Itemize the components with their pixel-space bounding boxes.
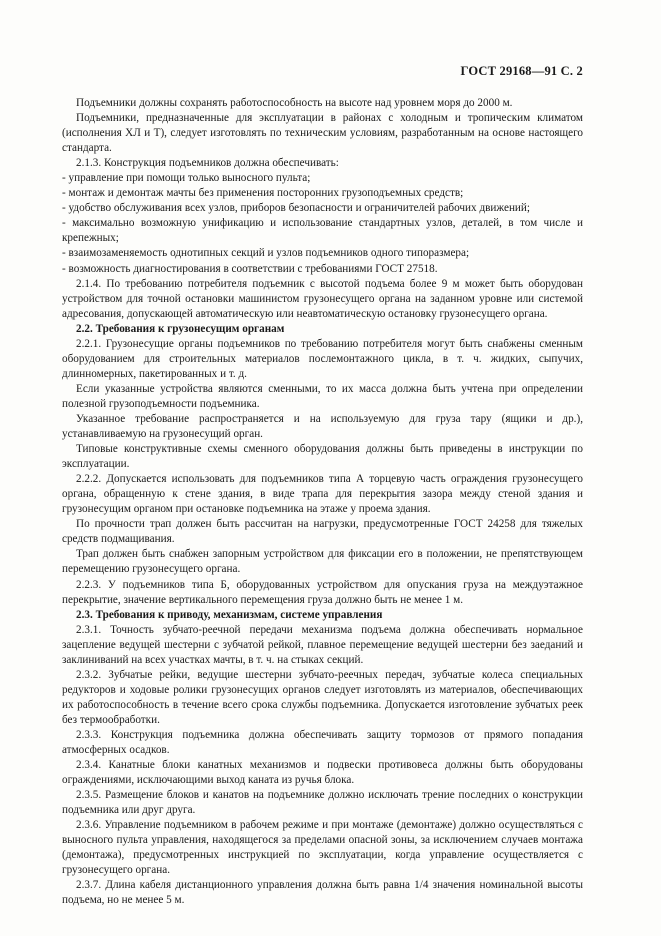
list-item: - удобство обслуживания всех узлов, приборов безопасности и ограничителей рабочих движений; — [62, 202, 531, 215]
section-heading: 2.2. Требования к грузонесущим органам — [76, 322, 285, 335]
paragraph: 2.3.7. Длина кабеля дистанционного управления должна быть равна 1/4 значения номинальной высоты подъема, но не менее 5 м. — [62, 879, 583, 907]
list-item: - управление при помощи только выносного пульта; — [62, 172, 311, 185]
paragraph: 2.3.2. Зубчатые рейки, ведущие шестерни зубчато-реечных передач, зубчатые колеса специальных редукторов и ходовые ролики грузонесущих органов следует изготовлять из материалов, обеспечивающих их работоспособность в течение всего срока службы подъемника. Допускается изготовление зубчатых реек без термообработки. — [62, 668, 583, 726]
paragraph: Указанное требование распространяется и на используемую для груза тару (ящики и др.), устанавливаемую на грузонесущий орган. — [62, 412, 583, 441]
paragraph: 2.3.1. Точность зубчато-реечной передачи механизма подъема должна обеспечивать нормальное зацепление ведущей шестерни с зубчатой рейкой, плавное перемещение ведущей шестерни без заеданий и заклиниваний на всех участках мачты, в т. ч. на стыках секций. — [62, 623, 583, 666]
list-item: - взаимозаменяемость однотипных секций и узлов подъемников одного типоразмера; — [62, 247, 470, 260]
paragraph: 2.3.4. Канатные блоки канатных механизмов и подвески противовеса должны быть оборудованы ограждениями, исключающими выход каната из ручья блока. — [62, 759, 583, 787]
list-item: - максимально возможную унификацию и использование стандартных узлов, деталей, в том числе и крепежных; — [62, 217, 583, 245]
paragraph: Если указанные устройства являются сменными, то их масса должна быть учтена при определении полезной грузоподъемности подъемника. — [62, 382, 583, 410]
section-heading: 2.3. Требования к приводу, механизмам, системе управления — [76, 608, 383, 621]
document-body — [62, 96, 583, 909]
paragraph: Подъемники должны сохранять работоспособность на высоте над уровнем моря до 2000 м. — [76, 97, 513, 109]
paragraph: 2.2.2. Допускается использовать для подъемников типа А торцевую часть ограждения грузонесущего органа, обращенную к стене здания, в виде трапа для перекрытия зазора между стеной здания и грузонесущим органом при остановке подъемника на этаже у проема здания. — [62, 473, 583, 516]
paragraph: 2.3.6. Управление подъемником в рабочем режиме и при монтаже (демонтаже) должно осуществляться с выносного пульта управления, находящегося за пределами опасной зоны, за исключением случаев монтажа (демонтажа), предусмотренных инструкцией по эксплуатации, когда управление осуществляется с грузонесущего органа. — [62, 819, 583, 877]
list-item: - монтаж и демонтаж мачты без применения посторонних грузоподъемных средств; — [62, 187, 464, 200]
paragraph: 2.2.3. У подъемников типа Б, оборудованных устройством для опускания груза на междуэтажное перекрытие, значение вертикального перемещения груза должно быть не менее 1 м. — [62, 578, 583, 606]
paragraph: Подъемники, предназначенные для эксплуатации в районах с холодным и тропическим климатом (исполнения ХЛ и Т), следует изготовлять по техническим условиям, разработанным на основе настоящего стандарта. — [62, 112, 583, 155]
list-item: - возможность диагностирования в соответствии с требованиями ГОСТ 27518. — [62, 262, 438, 275]
paragraph: Трап должен быть снабжен запорным устройством для фиксации его в положении, не препятствующем перемещению грузонесущего органа. — [62, 548, 583, 576]
paragraph: 2.2.1. Грузонесущие органы подъемников по требованию потребителя могут быть снабжены сменным оборудованием для строительных материалов послемонтажного цикла, в т. ч. жидких, сыпучих, длинномерных, пакетированных и т. д. — [62, 337, 583, 380]
paragraph: 2.3.3. Конструкция подъемника должна обеспечивать защиту тормозов от прямого попадания атмосферных осадков. — [62, 728, 583, 757]
paragraph: 2.1.4. По требованию потребителя подъемник с высотой подъема более 9 м может быть оборудован устройством для точной остановки машинистом грузонесущего органа на заданном уровне или системой адресования, допускающей автоматическую или неавтоматическую остановку грузонесущего органа. — [62, 277, 583, 320]
page-header: ГОСТ 29168—91 С. 2 — [460, 64, 583, 78]
paragraph: 2.1.3. Конструкция подъемников должна обеспечивать: — [76, 157, 339, 170]
paragraph: Типовые конструктивные схемы сменного оборудования должны быть приведены в инструкции по эксплуатации. — [62, 443, 583, 471]
paragraph: 2.3.5. Размещение блоков и канатов на подъемнике должно исключать трение последних о конструкции подъемника или друг друга. — [62, 789, 583, 817]
paragraph: По прочности трап должен быть рассчитан на нагрузки, предусмотренные ГОСТ 24258 для тяжелых средств подмащивания. — [62, 518, 583, 546]
